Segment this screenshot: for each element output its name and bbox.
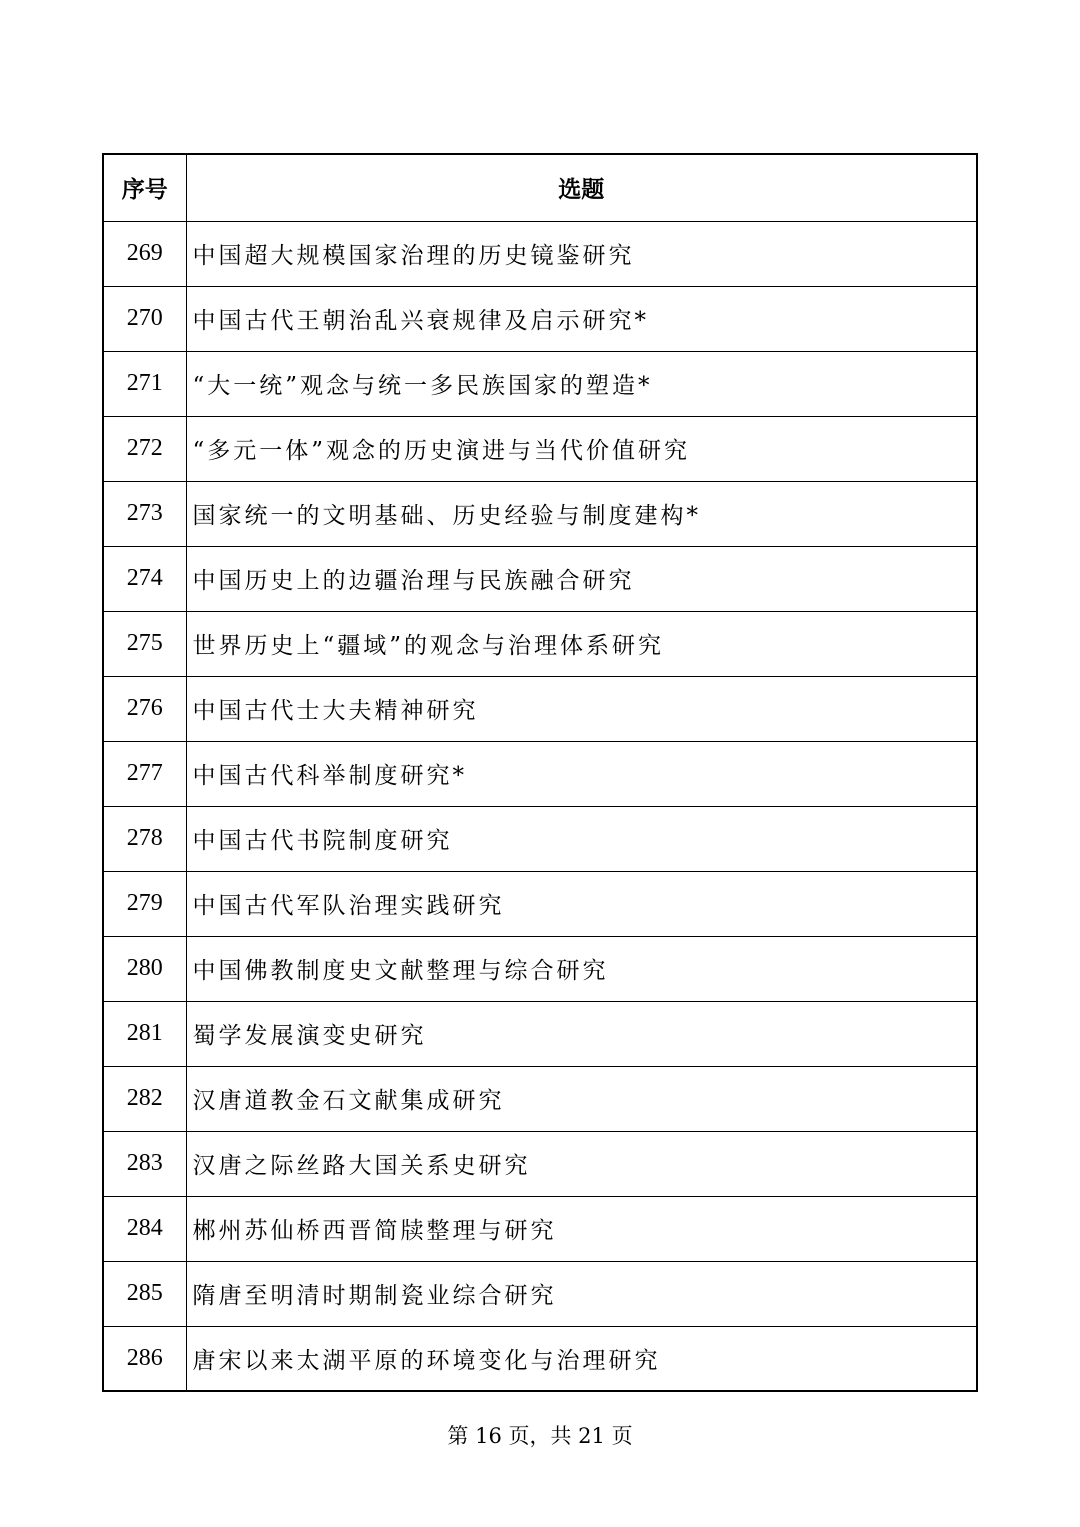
row-topic: 国家统一的文明基础、历史经验与制度建构* xyxy=(186,481,977,546)
page-footer: 第 16 页，共 21 页 xyxy=(447,1424,633,1448)
row-number: 280 xyxy=(103,936,186,1001)
row-topic: 中国历史上的边疆治理与民族融合研究 xyxy=(186,546,977,611)
row-number: 277 xyxy=(103,741,186,806)
table-row xyxy=(103,1066,977,1131)
row-topic: 中国古代书院制度研究 xyxy=(186,806,977,871)
table-row xyxy=(103,1001,977,1066)
row-topic: “多元一体”观念的历史演进与当代价值研究 xyxy=(186,416,977,481)
row-topic: 汉唐道教金石文献集成研究 xyxy=(186,1066,977,1131)
row-topic: “大一统”观念与统一多民族国家的塑造* xyxy=(186,351,977,416)
row-number: 274 xyxy=(103,546,186,611)
row-number: 281 xyxy=(103,1001,186,1066)
table-row xyxy=(103,221,977,286)
table-row xyxy=(103,286,977,351)
table-row xyxy=(103,871,977,936)
header-topic: 选题 xyxy=(186,154,977,221)
table-row xyxy=(103,1326,977,1391)
row-topic: 唐宋以来太湖平原的环境变化与治理研究 xyxy=(186,1326,977,1391)
row-topic: 隋唐至明清时期制瓷业综合研究 xyxy=(186,1261,977,1326)
table-row xyxy=(103,481,977,546)
topics-table xyxy=(102,153,978,1392)
row-number: 275 xyxy=(103,611,186,676)
header-number: 序号 xyxy=(103,154,186,221)
table-row xyxy=(103,1196,977,1261)
row-number: 270 xyxy=(103,286,186,351)
row-number: 273 xyxy=(103,481,186,546)
row-number: 278 xyxy=(103,806,186,871)
row-number: 284 xyxy=(103,1196,186,1261)
row-number: 285 xyxy=(103,1261,186,1326)
row-number: 279 xyxy=(103,871,186,936)
table-row xyxy=(103,806,977,871)
row-topic: 中国佛教制度史文献整理与综合研究 xyxy=(186,936,977,1001)
row-number: 286 xyxy=(103,1326,186,1391)
row-number: 283 xyxy=(103,1131,186,1196)
table-row xyxy=(103,416,977,481)
row-topic: 中国古代王朝治乱兴衰规律及启示研究* xyxy=(186,286,977,351)
table-row xyxy=(103,546,977,611)
row-topic: 郴州苏仙桥西晋简牍整理与研究 xyxy=(186,1196,977,1261)
row-topic: 蜀学发展演变史研究 xyxy=(186,1001,977,1066)
table-row xyxy=(103,936,977,1001)
row-topic: 中国超大规模国家治理的历史镜鉴研究 xyxy=(186,221,977,286)
row-topic: 中国古代士大夫精神研究 xyxy=(186,676,977,741)
table-row xyxy=(103,741,977,806)
row-number: 282 xyxy=(103,1066,186,1131)
row-topic: 世界历史上“疆域”的观念与治理体系研究 xyxy=(186,611,977,676)
row-topic: 中国古代军队治理实践研究 xyxy=(186,871,977,936)
table-header-row xyxy=(103,154,977,221)
row-number: 276 xyxy=(103,676,186,741)
row-number: 272 xyxy=(103,416,186,481)
table-row xyxy=(103,1261,977,1326)
table-row xyxy=(103,351,977,416)
row-topic: 汉唐之际丝路大国关系史研究 xyxy=(186,1131,977,1196)
table-row xyxy=(103,676,977,741)
row-number: 271 xyxy=(103,351,186,416)
row-number: 269 xyxy=(103,221,186,286)
row-topic: 中国古代科举制度研究* xyxy=(186,741,977,806)
table-row xyxy=(103,611,977,676)
table-row xyxy=(103,1131,977,1196)
